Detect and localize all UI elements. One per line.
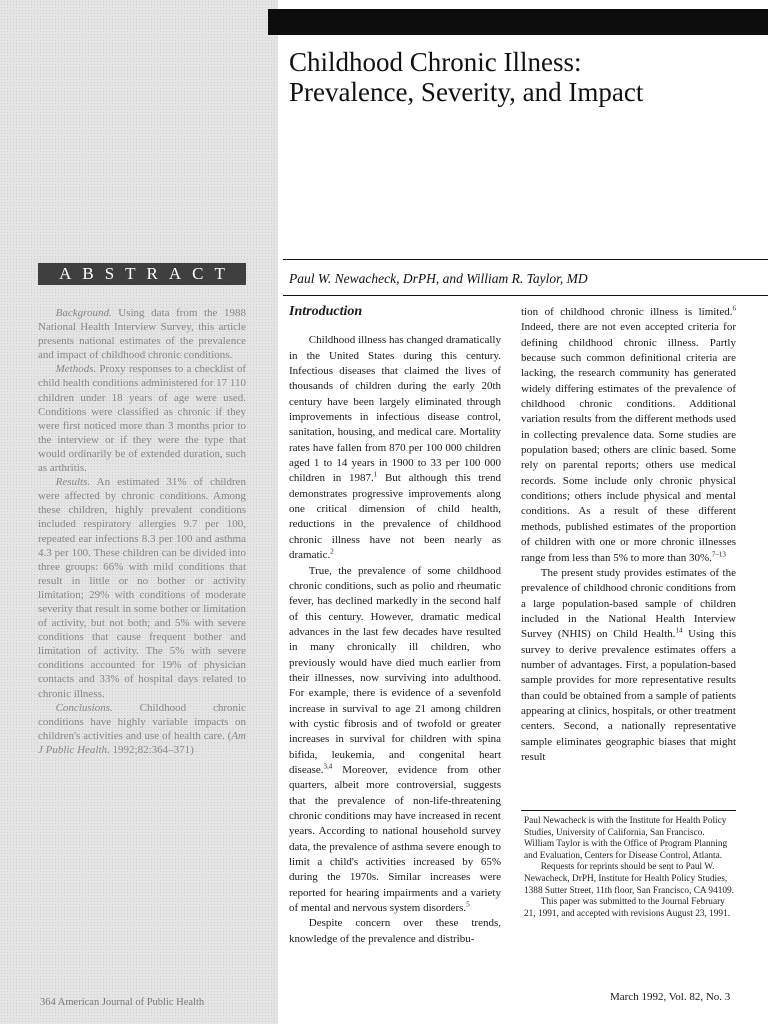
- author-line: Paul W. Newacheck, DrPH, and William R. Taylor, MD: [289, 271, 588, 286]
- abstract-body: [38, 306, 246, 757]
- abstract-results-text: An estimated 31% of children were affected by chronic conditions. Among these children, highly prevalent conditions included respiratory allergies 9.7 per 100, repeated ear infections 8.3 per 100 and asthma 4.3 per 100. These children can be divided into three groups: 66% with mild conditions that result in little or no bother or activity limitation; 29% with conditions of moderate severity that result in some bother or limitation of activity, but not both; and 5% with severe conditions that cause frequent bother and limitation of activity. The 5% with severe conditions accounted for 19% of physician contacts and 33% of hospital days related to chronic illness.: [38, 476, 246, 700]
- abstract-conclusions-text: Childhood chronic conditions have highly variable impacts on children's activities and use of health care. (: [38, 701, 246, 742]
- paragraph-text: The present study provides estimates of the prevalence of childhood chronic conditions from a large population-based sample of children included in the National Health Interview Survey (NHIS) on Child Health.: [521, 566, 736, 641]
- footer-issue: March 1992, Vol. 82, No. 3: [610, 991, 731, 1003]
- author-rule: [283, 295, 768, 296]
- abstract-methods: [38, 362, 246, 475]
- abstract-methods-label: Methods.: [55, 363, 97, 376]
- citation-ref: 2: [330, 547, 334, 556]
- footnote-rule: [521, 810, 736, 811]
- header-bar: [268, 9, 768, 35]
- abstract-background: [38, 306, 246, 362]
- footnote: [524, 816, 736, 920]
- abstract-background-text: Using data from the 1988 National Health Interview Survey, this article presents national estimates of the prevalence and impact of childhood chronic conditions.: [38, 307, 246, 362]
- title-line-2: Prevalence, Severity, and Impact: [289, 77, 644, 107]
- article-title: [289, 47, 759, 107]
- abstract-heading: ABSTRACT: [38, 263, 246, 285]
- title-line-1: Childhood Chronic Illness:: [289, 47, 582, 77]
- footnote-reprints: Requests for reprints should be sent to Paul W. Newacheck, DrPH, Institute for Health Policy Studies, 1388 Sutter Street, 11th floor, San Francisco, CA 94109.: [524, 862, 734, 896]
- paragraph: [289, 564, 501, 917]
- footnote-submission: This paper was submitted to the Journal February 21, 1991, and accepted with revisions August 23, 1991.: [524, 897, 731, 919]
- abstract-results-label: Results.: [55, 476, 91, 489]
- citation-ref: 6: [732, 304, 736, 313]
- paragraph-text: Using this survey to derive prevalence estimates offers a number of advantages. First, a population-based sample provides for more representative results than could be obtained from a sample of patients appearing at clinics, hospitals, or other treatment centers. Second, a nationally representative sample eliminates geographic biases that might result: [521, 628, 736, 763]
- abstract-citation-journal: Am J Public Health.: [38, 729, 246, 756]
- paragraph-text: Indeed, there are not even accepted criteria for defining childhood chronic illness. Partly because such common definitional criteria are lacking, the research community has generated widely differing estimates of the prevalence of childhood chronic conditions. Additional variation results from the different methods used in collecting prevalence data. Some studies are population based; others are clinic based. Some rely on parental reports; others use medical records. Some include only chronic physical conditions; others include physical and mental conditions. As a result of these different methods, published estimates of the proportion of children with one or more chronic illnesses range from less than 5% to more than 30%.: [521, 321, 736, 564]
- paragraph: [289, 333, 501, 563]
- body-column-1: [289, 304, 501, 947]
- abstract-background-label: Background.: [55, 307, 112, 319]
- section-heading-introduction: Introduction: [289, 304, 363, 319]
- paragraph-text: But although this trend demonstrates progressive improvements along one critical dimension of child health, reductions in the prevalence of childhood chronic illness have not been nearly as dramatic.: [289, 472, 501, 562]
- paragraph-text: Moreover, evidence from other quarters, albeit more controversial, suggests that the prevalence of non-life-threatening chronic conditions may have increased in recent years. According to national household survey data, the prevalence of asthma severe enough to limit a child's activities increased by 65% during the 1970s. Similar increases were reported for hearing impairments and a variety of mental and nervous system disorders.: [289, 763, 501, 915]
- paragraph: [521, 566, 736, 765]
- paragraph-text: tion of childhood chronic illness is limited.: [521, 306, 733, 318]
- abstract-results: [38, 475, 246, 701]
- title-rule: [283, 259, 768, 260]
- paragraph: Despite concern over these trends, knowledge of the prevalence and distribu-: [289, 917, 501, 945]
- body-column-2: [521, 305, 736, 765]
- citation-ref: 1: [373, 470, 378, 479]
- abstract-conclusions-label: Conclusions.: [55, 701, 113, 714]
- footer-journal: 364 American Journal of Public Health: [40, 997, 205, 1008]
- abstract-conclusions: [38, 701, 246, 757]
- paragraph-text: True, the prevalence of some childhood chronic conditions, such as polio and rheumatic fever, has declined markedly in the second half of this century. However, dramatic medical advances in the last few decades have resulted in many chronically ill children, who previously would have died much earlier from their illnesses, now surviving into adulthood. For example, there is evidence of a sevenfold increase in survival to age 21 among children with cystic fibrosis and of twofold or greater increases in survival for children with spina bifida, leukemia, and congenital heart disease.: [289, 564, 501, 776]
- footnote-affiliation: Paul Newacheck is with the Institute for Health Policy Studies, University of California, San Francisco. William Taylor is with the Office of Program Planning and Evaluation, Centers for Disease Control, Atlanta.: [524, 816, 728, 861]
- citation-ref: 7–13: [711, 549, 726, 558]
- paragraph: [521, 305, 736, 566]
- paragraph-text: Childhood illness has changed dramatically in the United States during this century. Infectious diseases that claimed the lives of thousands of children during the early 20th century have been largely eliminated through improvements in infectious disease control, sanitation, housing, and medical care. Mortality rates have fallen from 870 per 100 000 children aged 1 to 14 years in 1900 to 33 per 100 000 children in 1987.: [289, 334, 501, 485]
- citation-ref: 14: [675, 626, 683, 635]
- citation-ref: 5: [466, 900, 470, 909]
- citation-ref: 3,4: [323, 762, 333, 771]
- abstract-citation-ref: 1992;82:364–371): [109, 743, 194, 756]
- abstract-methods-text: Proxy responses to a checklist of child health conditions administered for 17 110 children under 18 years of age were used. Conditions were classified as chronic if they were first noticed more than 3 months prior to the interview or if they were the type that would ordinarily be of extended duration, such as arthritis.: [38, 363, 246, 475]
